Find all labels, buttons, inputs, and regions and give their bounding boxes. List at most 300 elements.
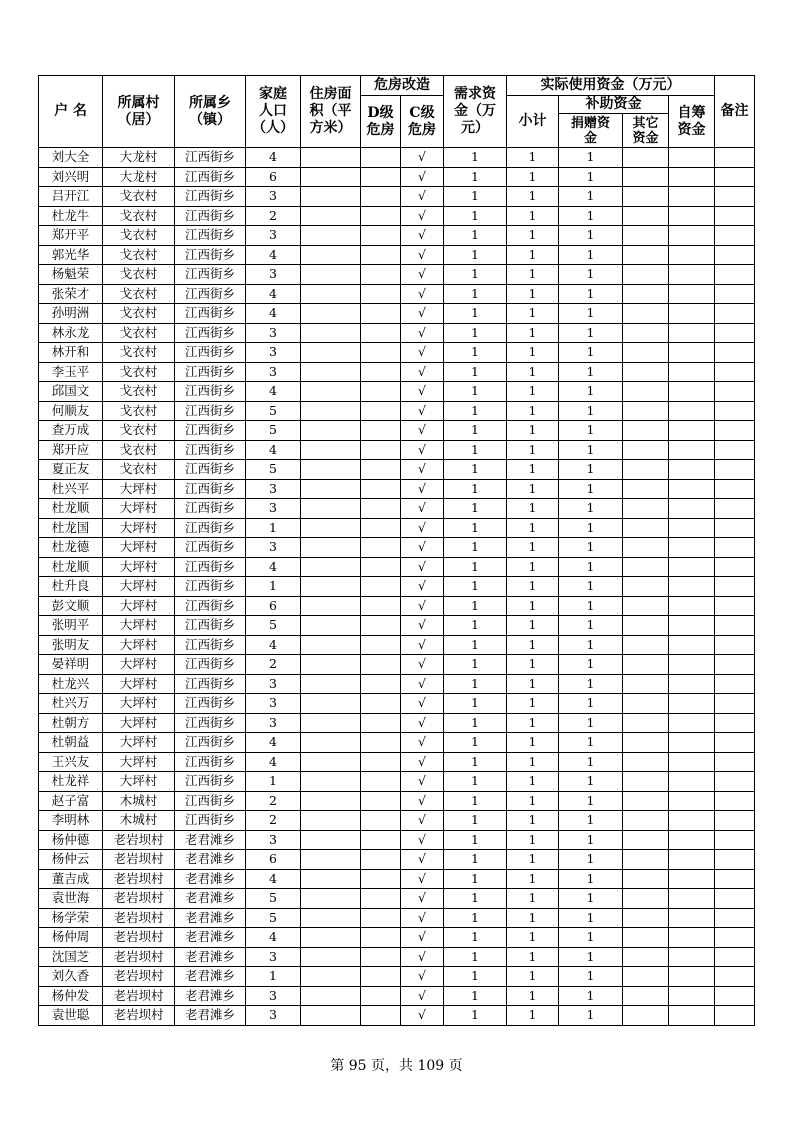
cell-pop: 5 [246,908,301,928]
cell-demand: 1 [444,752,507,772]
table-row [39,148,755,168]
table-row [39,967,755,987]
cell-demand: 1 [444,460,507,480]
cell-c: √ [401,772,444,792]
cell-d [361,557,401,577]
cell-d [361,382,401,402]
cell-d [361,967,401,987]
cell-d [361,694,401,714]
cell-c: √ [401,908,444,928]
cell-demand: 1 [444,869,507,889]
cell-remark [715,187,755,207]
cell-donation: 1 [559,791,623,811]
cell-remark [715,752,755,772]
cell-area [301,908,361,928]
cell-c: √ [401,265,444,285]
cell-other [623,284,669,304]
cell-other [623,596,669,616]
cell-pop: 3 [246,538,301,558]
cell-subtotal: 1 [507,206,559,226]
cell-other [623,869,669,889]
cell-self [669,479,715,499]
cell-other [623,421,669,441]
cell-other [623,538,669,558]
cell-pop: 6 [246,167,301,187]
cell-demand: 1 [444,635,507,655]
cell-d [361,538,401,558]
cell-donation: 1 [559,167,623,187]
cell-name: 郑开应 [39,440,103,460]
cell-pop: 3 [246,947,301,967]
cell-area [301,148,361,168]
cell-other [623,947,669,967]
cell-demand: 1 [444,733,507,753]
cell-other [623,323,669,343]
cell-subtotal: 1 [507,304,559,324]
cell-other [623,460,669,480]
cell-donation: 1 [559,986,623,1006]
cell-remark [715,674,755,694]
cell-pop: 4 [246,733,301,753]
cell-subtotal: 1 [507,187,559,207]
cell-d [361,362,401,382]
table-row [39,187,755,207]
cell-village: 大坪村 [103,752,175,772]
cell-town: 江西街乡 [175,343,246,363]
cell-donation: 1 [559,323,623,343]
cell-name: 林永龙 [39,323,103,343]
cell-town: 江西街乡 [175,616,246,636]
cell-donation: 1 [559,226,623,246]
cell-name: 杜龙兴 [39,674,103,694]
cell-area [301,694,361,714]
cell-area [301,460,361,480]
cell-town: 老君滩乡 [175,967,246,987]
cell-donation: 1 [559,908,623,928]
cell-remark [715,830,755,850]
cell-name: 彭文顺 [39,596,103,616]
cell-d [361,226,401,246]
cell-remark [715,518,755,538]
cell-pop: 3 [246,479,301,499]
cell-c: √ [401,811,444,831]
cell-other [623,616,669,636]
cell-donation: 1 [559,694,623,714]
cell-pop: 4 [246,635,301,655]
cell-pop: 4 [246,284,301,304]
cell-remark [715,850,755,870]
cell-name: 张荣才 [39,284,103,304]
cell-pop: 1 [246,772,301,792]
cell-area [301,323,361,343]
cell-d [361,479,401,499]
cell-pop: 5 [246,460,301,480]
cell-name: 杜朝益 [39,733,103,753]
cell-c: √ [401,460,444,480]
table-row [39,538,755,558]
cell-town: 老君滩乡 [175,889,246,909]
cell-d [361,1006,401,1026]
cell-pop: 5 [246,889,301,909]
cell-c: √ [401,674,444,694]
cell-name: 杨仲云 [39,850,103,870]
cell-pop: 3 [246,713,301,733]
cell-demand: 1 [444,811,507,831]
cell-donation: 1 [559,967,623,987]
cell-demand: 1 [444,967,507,987]
table-row [39,713,755,733]
cell-d [361,343,401,363]
cell-village: 老岩坝村 [103,947,175,967]
cell-donation: 1 [559,733,623,753]
cell-subtotal: 1 [507,538,559,558]
cell-town: 江西街乡 [175,635,246,655]
cell-other [623,245,669,265]
cell-name: 晏祥明 [39,655,103,675]
cell-village: 大坪村 [103,772,175,792]
cell-name: 李明林 [39,811,103,831]
cell-subtotal: 1 [507,401,559,421]
cell-other [623,479,669,499]
cell-remark [715,440,755,460]
cell-village: 大坪村 [103,518,175,538]
cell-self [669,499,715,519]
cell-donation: 1 [559,928,623,948]
cell-demand: 1 [444,187,507,207]
cell-name: 李玉平 [39,362,103,382]
cell-village: 大龙村 [103,167,175,187]
cell-pop: 3 [246,265,301,285]
table-row [39,928,755,948]
cell-subtotal: 1 [507,889,559,909]
cell-remark [715,577,755,597]
cell-c: √ [401,323,444,343]
cell-c: √ [401,499,444,519]
cell-remark [715,655,755,675]
cell-village: 老岩坝村 [103,850,175,870]
cell-pop: 3 [246,1006,301,1026]
cell-other [623,577,669,597]
table-row [39,986,755,1006]
cell-other [623,206,669,226]
cell-village: 大龙村 [103,148,175,168]
cell-other [623,811,669,831]
cell-demand: 1 [444,596,507,616]
cell-c: √ [401,967,444,987]
cell-name: 杜朝方 [39,713,103,733]
cell-village: 大坪村 [103,635,175,655]
cell-area [301,440,361,460]
cell-area [301,304,361,324]
cell-d [361,518,401,538]
cell-demand: 1 [444,674,507,694]
cell-name: 孙明洲 [39,304,103,324]
cell-village: 老岩坝村 [103,889,175,909]
cell-pop: 3 [246,694,301,714]
cell-c: √ [401,518,444,538]
cell-remark [715,401,755,421]
cell-remark [715,382,755,402]
cell-area [301,713,361,733]
cell-demand: 1 [444,928,507,948]
cell-c: √ [401,557,444,577]
cell-self [669,343,715,363]
cell-self [669,869,715,889]
cell-village: 戈衣村 [103,284,175,304]
cell-area [301,265,361,285]
cell-pop: 2 [246,206,301,226]
cell-name: 杜龙国 [39,518,103,538]
table-row [39,1006,755,1026]
cell-area [301,167,361,187]
cell-d [361,713,401,733]
cell-self [669,830,715,850]
cell-self [669,538,715,558]
cell-village: 戈衣村 [103,343,175,363]
cell-village: 戈衣村 [103,304,175,324]
cell-other [623,401,669,421]
cell-village: 戈衣村 [103,382,175,402]
cell-area [301,382,361,402]
cell-demand: 1 [444,889,507,909]
cell-village: 大坪村 [103,694,175,714]
table-row [39,791,755,811]
cell-area [301,791,361,811]
cell-town: 江西街乡 [175,733,246,753]
cell-demand: 1 [444,382,507,402]
cell-pop: 5 [246,421,301,441]
cell-remark [715,226,755,246]
cell-donation: 1 [559,889,623,909]
cell-other [623,674,669,694]
cell-other [623,382,669,402]
table-row [39,908,755,928]
cell-village: 大坪村 [103,557,175,577]
table-row [39,304,755,324]
table-row [39,889,755,909]
cell-village: 戈衣村 [103,245,175,265]
table-row [39,167,755,187]
cell-name: 杜兴万 [39,694,103,714]
cell-remark [715,479,755,499]
cell-c: √ [401,830,444,850]
cell-donation: 1 [559,518,623,538]
cell-town: 江西街乡 [175,791,246,811]
cell-demand: 1 [444,791,507,811]
cell-town: 江西街乡 [175,674,246,694]
cell-c: √ [401,889,444,909]
cell-other [623,928,669,948]
cell-donation: 1 [559,577,623,597]
cell-town: 老君滩乡 [175,908,246,928]
cell-c: √ [401,167,444,187]
table-row [39,674,755,694]
cell-subtotal: 1 [507,655,559,675]
cell-name: 杨仲发 [39,986,103,1006]
cell-other [623,518,669,538]
cell-subtotal: 1 [507,440,559,460]
cell-demand: 1 [444,830,507,850]
cell-other [623,655,669,675]
cell-demand: 1 [444,713,507,733]
cell-self [669,674,715,694]
cell-d [361,245,401,265]
cell-town: 江西街乡 [175,479,246,499]
cell-c: √ [401,694,444,714]
cell-demand: 1 [444,538,507,558]
header-c-level: C级 危房 [401,96,444,148]
cell-pop: 3 [246,343,301,363]
cell-remark [715,713,755,733]
cell-subtotal: 1 [507,694,559,714]
cell-d [361,187,401,207]
cell-remark [715,245,755,265]
cell-other [623,908,669,928]
cell-demand: 1 [444,343,507,363]
cell-d [361,772,401,792]
cell-village: 戈衣村 [103,362,175,382]
cell-village: 木城村 [103,791,175,811]
cell-town: 江西街乡 [175,577,246,597]
cell-town: 江西街乡 [175,323,246,343]
table-row [39,811,755,831]
cell-subtotal: 1 [507,323,559,343]
cell-c: √ [401,635,444,655]
header-remark: 备注 [715,76,755,148]
cell-other [623,343,669,363]
cell-pop: 3 [246,323,301,343]
cell-demand: 1 [444,694,507,714]
cell-subtotal: 1 [507,928,559,948]
cell-subtotal: 1 [507,830,559,850]
cell-c: √ [401,245,444,265]
cell-d [361,440,401,460]
cell-demand: 1 [444,908,507,928]
cell-subtotal: 1 [507,850,559,870]
cell-town: 老君滩乡 [175,1006,246,1026]
cell-name: 杜龙祥 [39,772,103,792]
cell-remark [715,928,755,948]
cell-donation: 1 [559,635,623,655]
cell-area [301,733,361,753]
cell-donation: 1 [559,557,623,577]
cell-town: 江西街乡 [175,772,246,792]
cell-village: 大坪村 [103,577,175,597]
table-row [39,245,755,265]
cell-name: 杨学荣 [39,908,103,928]
cell-c: √ [401,869,444,889]
header-town: 所属乡 （镇） [175,76,246,148]
table-row [39,401,755,421]
cell-c: √ [401,226,444,246]
cell-remark [715,557,755,577]
cell-town: 江西街乡 [175,401,246,421]
cell-d [361,148,401,168]
cell-pop: 3 [246,362,301,382]
cell-d [361,869,401,889]
cell-self [669,655,715,675]
household-table [38,75,755,1026]
cell-donation: 1 [559,596,623,616]
header-area: 住房面 积（平 方米） [301,76,361,148]
cell-donation: 1 [559,713,623,733]
cell-d [361,284,401,304]
cell-village: 戈衣村 [103,206,175,226]
cell-donation: 1 [559,421,623,441]
cell-c: √ [401,616,444,636]
cell-donation: 1 [559,148,623,168]
table-row [39,772,755,792]
cell-town: 老君滩乡 [175,830,246,850]
cell-area [301,655,361,675]
cell-village: 大坪村 [103,479,175,499]
cell-village: 老岩坝村 [103,1006,175,1026]
cell-self [669,362,715,382]
cell-c: √ [401,479,444,499]
cell-self [669,752,715,772]
cell-donation: 1 [559,245,623,265]
cell-c: √ [401,947,444,967]
table-header [39,76,755,148]
cell-other [623,1006,669,1026]
cell-c: √ [401,343,444,363]
cell-pop: 4 [246,869,301,889]
cell-name: 杨魁荣 [39,265,103,285]
header-name: 户 名 [39,76,103,148]
cell-pop: 4 [246,304,301,324]
cell-d [361,733,401,753]
cell-name: 杜龙顺 [39,499,103,519]
cell-village: 戈衣村 [103,226,175,246]
cell-d [361,674,401,694]
cell-remark [715,889,755,909]
cell-demand: 1 [444,655,507,675]
cell-remark [715,265,755,285]
cell-c: √ [401,791,444,811]
table-row [39,830,755,850]
cell-area [301,343,361,363]
cell-town: 江西街乡 [175,206,246,226]
table-body [39,148,755,1026]
cell-town: 江西街乡 [175,187,246,207]
cell-area [301,596,361,616]
cell-d [361,265,401,285]
cell-town: 江西街乡 [175,304,246,324]
cell-donation: 1 [559,284,623,304]
cell-d [361,421,401,441]
cell-village: 戈衣村 [103,421,175,441]
cell-d [361,167,401,187]
cell-self [669,889,715,909]
cell-area [301,206,361,226]
cell-town: 江西街乡 [175,655,246,675]
cell-d [361,655,401,675]
cell-c: √ [401,733,444,753]
cell-c: √ [401,596,444,616]
cell-subtotal: 1 [507,616,559,636]
cell-name: 刘兴明 [39,167,103,187]
cell-other [623,440,669,460]
cell-demand: 1 [444,499,507,519]
cell-subtotal: 1 [507,967,559,987]
table-row [39,440,755,460]
cell-name: 吕开江 [39,187,103,207]
cell-village: 戈衣村 [103,265,175,285]
cell-subtotal: 1 [507,167,559,187]
table-row [39,518,755,538]
cell-town: 江西街乡 [175,460,246,480]
cell-demand: 1 [444,986,507,1006]
